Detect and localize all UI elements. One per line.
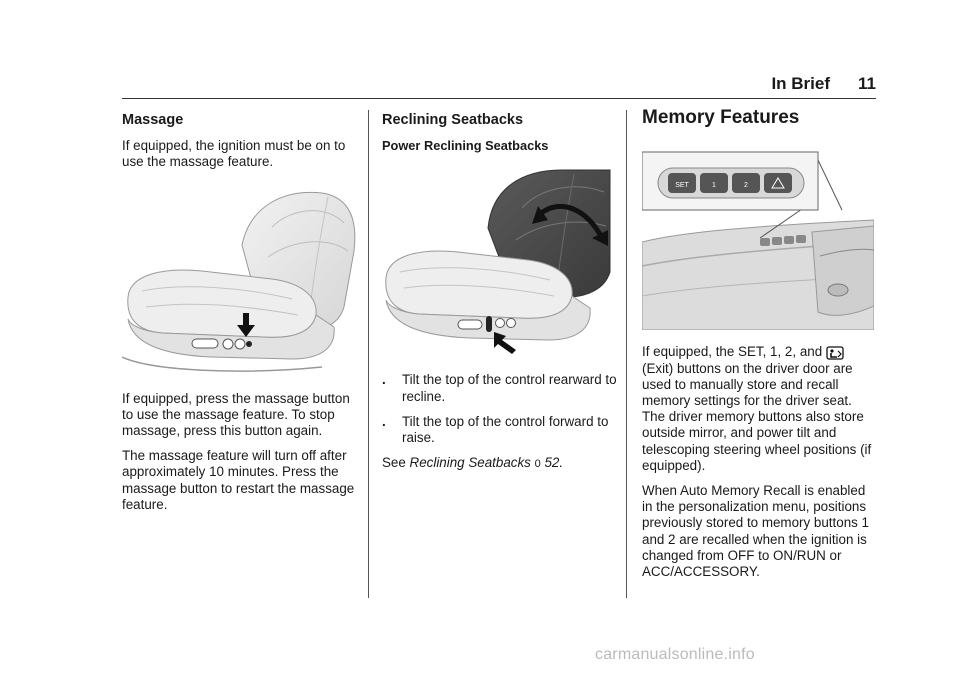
page-header	[600, 74, 876, 94]
see-ref-title[interactable]: Reclining Seatbacks	[409, 455, 531, 471]
header-section-title: In Brief	[771, 74, 831, 93]
set-button-label: SET	[675, 182, 689, 190]
reclining-bullet-list	[382, 372, 618, 446]
memory-para2: When Auto Memory Recall is enabled in the personalization menu, positions previously stored to memory buttons 1 and 2 are recalled when the ignition is changed from OFF to ON/RUN or ACC/ACCESSORY.	[642, 483, 870, 580]
memory-1-button-label: 1	[712, 182, 716, 190]
see-reference	[382, 455, 618, 472]
header-rule	[122, 98, 876, 99]
reclining-heading: Reclining Seatbacks	[382, 112, 524, 128]
memory-column	[642, 107, 876, 589]
bullet-glyph: .	[382, 372, 386, 388]
bullet-glyph: .	[382, 413, 386, 429]
memory-para1-start: If equipped, the SET, 1, 2, and	[642, 344, 823, 360]
watermark: carmanualsonline.info	[595, 646, 755, 663]
memory-para1-end: (Exit) buttons on the driver door are used to manually store and recall memory settings for the driver seat. The driver memory buttons also store outside mirror, and power tilt and telescoping steering wheel positions (if equipped).	[642, 360, 872, 473]
see-ref-page[interactable]: 52.	[544, 455, 564, 471]
massage-para1: If equipped, press the massage button to use the massage feature. To stop massage, press this button again.	[122, 390, 350, 439]
page-number: 11	[858, 74, 876, 93]
see-prefix: See	[382, 455, 410, 471]
bullet-text: Tilt the top of the control forward to raise.	[402, 413, 609, 446]
reclining-subheading: Power Reclining Seatbacks	[382, 138, 549, 154]
column-divider-2	[626, 110, 627, 598]
memory-heading: Memory Features	[642, 107, 800, 128]
massage-seat-illustration	[122, 187, 356, 377]
memory-door-illustration	[642, 146, 874, 330]
exit-seat-icon	[826, 345, 844, 361]
memory-2-button-label: 2	[744, 182, 748, 190]
massage-intro: If equipped, the ignition must be on to use the massage feature.	[122, 138, 346, 170]
column-divider-1	[368, 110, 369, 598]
page-ref-arrow: 0	[534, 458, 541, 471]
massage-heading: Massage	[122, 112, 184, 128]
list-item	[382, 414, 618, 446]
massage-para2: The massage feature will turn off after approximately 10 minutes. Press the massage button to restart the massage feature.	[122, 448, 355, 512]
memory-para1	[642, 344, 876, 474]
massage-column	[122, 112, 358, 522]
reclining-seat-illustration	[382, 168, 614, 358]
bullet-text: Tilt the top of the control rearward to recline.	[402, 372, 617, 404]
reclining-column	[382, 112, 618, 481]
list-item	[382, 372, 618, 404]
